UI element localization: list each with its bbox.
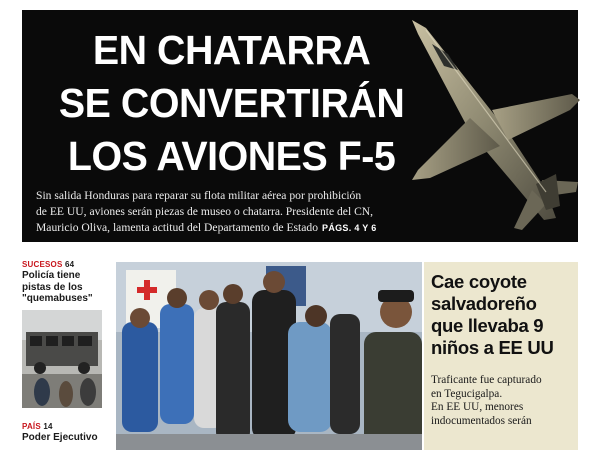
- burned-bus-photo: [22, 310, 102, 408]
- lead-summary: [36, 188, 456, 236]
- lead-line-3-text: Mauricio Oliva, lamenta actitud del Departamento de Estado: [36, 221, 319, 234]
- story-title-line: niños a EE UU: [431, 337, 554, 358]
- brief-line: pistas de los: [22, 281, 83, 293]
- headline-line-2: SE CONVERTIRÁN: [58, 80, 405, 126]
- section-name: SUCESOS: [22, 260, 63, 269]
- story-body-line: Traficante fue capturado: [431, 374, 542, 386]
- section-name: PAÍS: [22, 421, 41, 431]
- coyote-story-box: [424, 262, 578, 450]
- headline-line-3: LOS AVIONES F-5: [67, 133, 396, 179]
- lead-headline: [30, 24, 433, 183]
- brief-headline-poder-ejecutivo: [22, 432, 106, 444]
- story-body-line: en Tegucigalpa.: [431, 387, 503, 400]
- story-body-line: En EE UU, menores: [431, 401, 524, 413]
- story-body-line: indocumentados serán: [431, 414, 532, 427]
- brief-line: Poder Ejecutivo: [22, 431, 98, 443]
- story-headline: [431, 271, 576, 359]
- story-title-line: salvadoreño: [431, 293, 537, 314]
- brief-line: "quemabuses": [22, 293, 93, 304]
- detained-group-photo: [116, 262, 422, 450]
- headline-line-1: EN CHATARRA: [92, 27, 371, 73]
- story-summary: [431, 374, 576, 428]
- lead-story-banner: [22, 10, 578, 242]
- section-page: 14: [43, 421, 53, 431]
- briefs-column: [22, 260, 106, 450]
- lead-line-1: Sin salida Honduras para reparar su flota militar aérea por prohibición: [36, 189, 362, 202]
- page-reference: PÁGS. 4 Y 6: [322, 223, 377, 233]
- lead-line-2: de EE UU, aviones serán piezas de museo o chatarra. Presidente del CN,: [36, 205, 374, 218]
- lead-line-3: [36, 220, 456, 236]
- story-title-line: que llevaba 9: [431, 315, 544, 336]
- section-kicker-sucesos: [22, 260, 106, 269]
- section-kicker-pais: [22, 422, 106, 431]
- brief-line: Policía tiene: [22, 270, 81, 281]
- story-title-line: Cae coyote: [431, 271, 527, 292]
- brief-headline-quemabuses: [22, 270, 106, 305]
- section-page: 64: [64, 260, 75, 269]
